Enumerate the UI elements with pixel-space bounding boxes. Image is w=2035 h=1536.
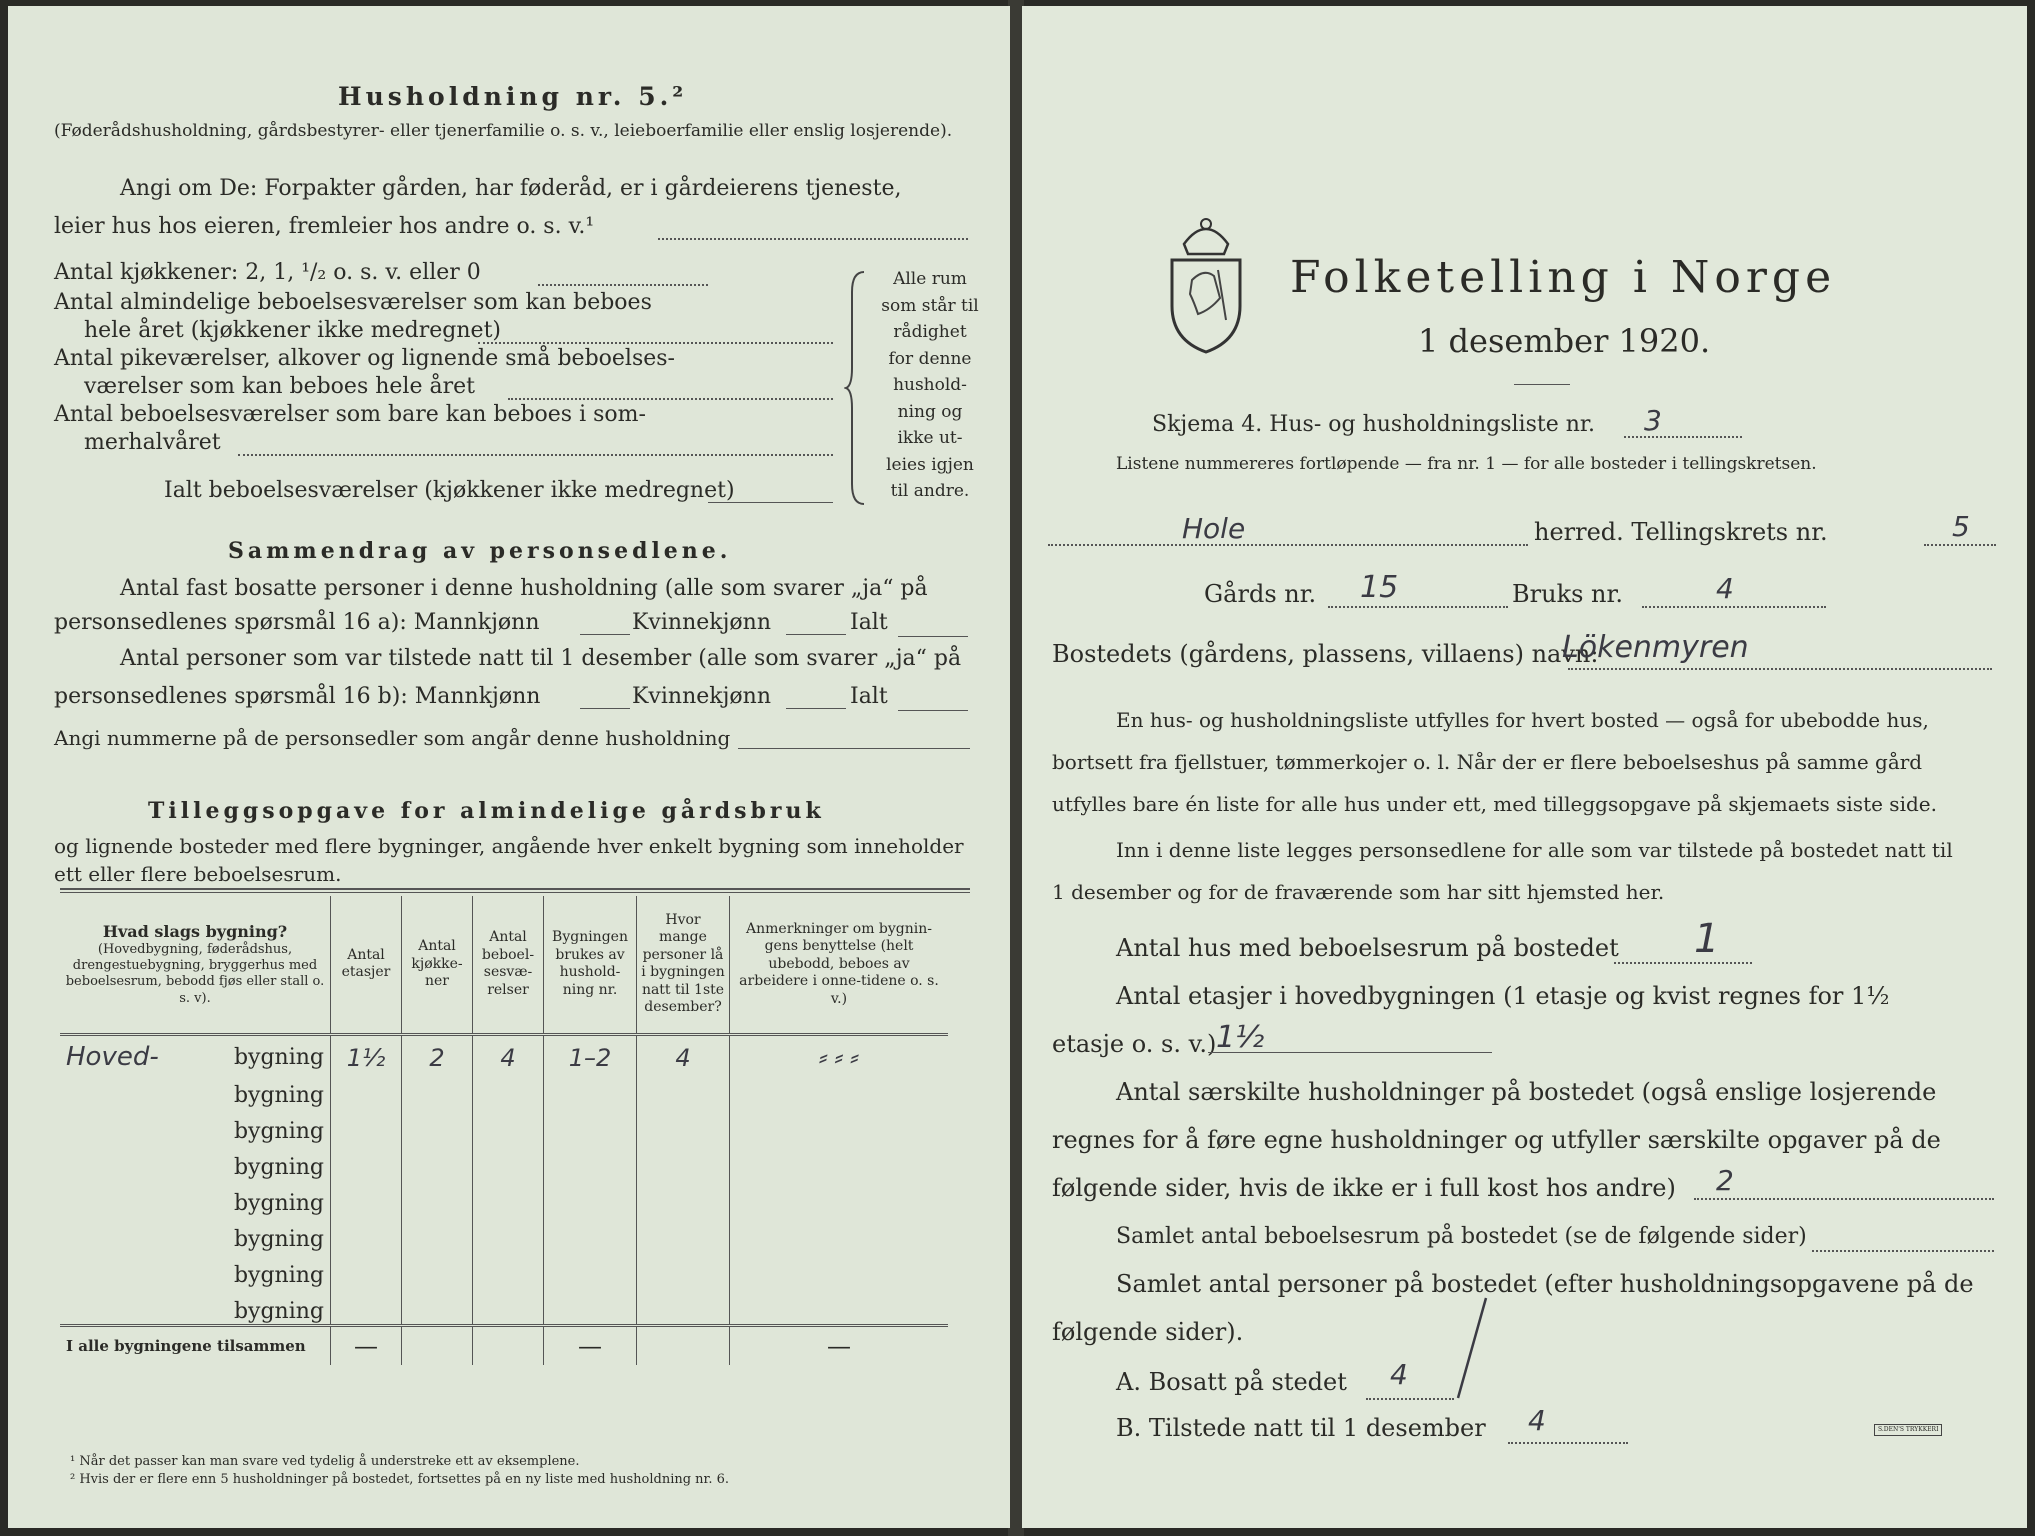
building-anm-cell bbox=[730, 1108, 949, 1144]
building-personer-cell bbox=[637, 1072, 730, 1108]
building-suffix: bygning bbox=[233, 1154, 324, 1180]
bosted-label: Bostedets (gårdens, plassens, villaens) navn: bbox=[1052, 640, 1599, 668]
building-kjokkener-cell bbox=[402, 1288, 473, 1326]
q-forpakter-line2: leier hus hos eieren, fremleier hos andre o. s. v.¹ bbox=[54, 214, 595, 239]
samlet-personer-line1: Samlet antal personer på bostedet (efter husholdningsopgavene på de bbox=[1116, 1270, 1974, 1298]
total-anmerkninger: — bbox=[730, 1325, 949, 1365]
s16b-line1: Antal personer som var tilstede natt til 1 desember (alle som svarer „ja“ på bbox=[120, 646, 962, 671]
samlet-personer-line2: følgende sider). bbox=[1052, 1318, 1244, 1346]
building-suffix: bygning bbox=[233, 1262, 324, 1288]
bosatt-value: 4 bbox=[1390, 1358, 1408, 1391]
building-anm-cell bbox=[730, 1180, 949, 1216]
footnote-2: ² Hvis der er flere enn 5 husholdninger på bostedet, fortsettes på en ny liste med husholdning nr. 6. bbox=[70, 1472, 730, 1487]
tillegg-text-line1: og lignende bosteder med flere bygninger, angående hver enkelt bygning som inneholder bbox=[54, 834, 964, 858]
s16b-ialt-label: Ialt bbox=[850, 684, 888, 709]
skjema-value: 3 bbox=[1644, 404, 1662, 437]
listene-note: Listene nummereres fortløpende — fra nr. 1 — for alle bosteder i tellingskretsen. bbox=[1116, 454, 1817, 474]
building-type-cell bbox=[60, 1252, 331, 1288]
antal-hus-label: Antal hus med beboelsesrum på bostedet bbox=[1116, 934, 1619, 962]
building-type-value: Hoved- bbox=[66, 1041, 159, 1072]
building-hushold-cell bbox=[544, 1144, 637, 1180]
bruks-value: 4 bbox=[1716, 572, 1734, 605]
building-personer-cell bbox=[637, 1252, 730, 1288]
q-kjokkener: Antal kjøkkener: 2, 1, ¹/₂ o. s. v. eller 0 bbox=[54, 260, 481, 285]
col-husholdning: Bygningen brukes av hushold-ning nr. bbox=[544, 896, 637, 1034]
col-beboelsesrum: Antal beboel-sesvæ-relser bbox=[473, 896, 544, 1034]
building-row bbox=[60, 1072, 948, 1108]
building-type-cell bbox=[60, 1144, 331, 1180]
building-personer-cell bbox=[637, 1144, 730, 1180]
building-suffix: bygning bbox=[233, 1082, 324, 1108]
s16b-kvinne-label: Kvinnekjønn bbox=[632, 684, 771, 709]
building-suffix: bygning bbox=[233, 1226, 324, 1252]
building-rum-cell bbox=[473, 1252, 544, 1288]
angi-nummerne: Angi nummerne på de personsedler som angår denne husholdning bbox=[54, 726, 731, 750]
household-note: (Føderådshusholdning, gårdsbestyrer- eller tjenerfamilie o. s. v., leieboerfamilie eller enslig losjerende). bbox=[54, 121, 953, 141]
q-alm-line1: Antal almindelige beboelsesværelser som kan beboes bbox=[54, 290, 652, 315]
gards-value: 15 bbox=[1360, 570, 1399, 605]
brace-note: Alle rum som står til rådighet for denne hushold- ning og ikke ut- leies igjen til andre. bbox=[881, 269, 979, 501]
building-anm-cell bbox=[730, 1252, 949, 1288]
col-etasjer: Antal etasjer bbox=[331, 896, 402, 1034]
coat-of-arms-icon bbox=[1164, 210, 1248, 356]
building-hushold-cell: 1–2 bbox=[544, 1034, 637, 1072]
building-row bbox=[60, 1108, 948, 1144]
s16a-line1: Antal fast bosatte personer i denne husholdning (alle som svarer „ja“ på bbox=[120, 576, 928, 601]
building-type-cell bbox=[60, 1072, 331, 1108]
p1-line3: utfylles bare én liste for alle hus under ett, med tilleggsopgave på skjemaets siste side. bbox=[1052, 792, 1937, 816]
krets-value: 5 bbox=[1952, 510, 1970, 543]
building-rum-cell bbox=[473, 1180, 544, 1216]
building-etasjer-cell bbox=[331, 1144, 402, 1180]
footnote-1: ¹ Når det passer kan man svare ved tydelig å understreke ett av eksemplene. bbox=[70, 1454, 580, 1469]
col-personer: Hvor mange personer lå i bygningen natt til 1ste desember? bbox=[637, 896, 730, 1034]
building-suffix: bygning bbox=[233, 1118, 324, 1144]
building-personer-cell bbox=[637, 1216, 730, 1252]
buildings-table bbox=[60, 896, 948, 1365]
building-suffix: bygning bbox=[233, 1044, 324, 1070]
building-type-cell bbox=[60, 1034, 331, 1072]
herred-value: Hole bbox=[1182, 512, 1246, 545]
bosatt-label: A. Bosatt på stedet bbox=[1116, 1368, 1347, 1396]
building-etasjer-cell bbox=[331, 1288, 402, 1326]
herred-label: herred. Tellingskrets nr. bbox=[1534, 518, 1828, 546]
antal-hus-value: 1 bbox=[1694, 916, 1720, 962]
q-pike-line2: værelser som kan beboes hele året bbox=[84, 374, 475, 399]
q-forpakter-line1: Angi om De: Forpakter gården, har føderåd, er i gårdeierens tjeneste, bbox=[120, 176, 902, 201]
building-kjokkener-cell bbox=[402, 1144, 473, 1180]
building-type-cell bbox=[60, 1108, 331, 1144]
printer-stamp: S.DEN'S TRYKKERI bbox=[1874, 1424, 1942, 1436]
s16a-kvinne-label: Kvinnekjønn bbox=[632, 610, 771, 635]
husholdninger-line1: Antal særskilte husholdninger på bostedet (også enslige losjerende bbox=[1116, 1078, 1937, 1106]
building-rum-cell bbox=[473, 1144, 544, 1180]
building-kjokkener-cell bbox=[402, 1216, 473, 1252]
building-anm-cell bbox=[730, 1144, 949, 1180]
building-hushold-cell bbox=[544, 1072, 637, 1108]
building-suffix: bygning bbox=[233, 1298, 324, 1324]
q-alm-line2: hele året (kjøkkener ikke medregnet) bbox=[84, 318, 501, 343]
building-rum-cell bbox=[473, 1288, 544, 1326]
building-type-cell bbox=[60, 1216, 331, 1252]
building-hushold-cell bbox=[544, 1180, 637, 1216]
tilstede-label: B. Tilstede natt til 1 desember bbox=[1116, 1414, 1486, 1442]
building-rum-cell: 4 bbox=[473, 1034, 544, 1072]
col-anmerkninger: Anmerkninger om bygnin-gens benyttelse (helt ubebodd, beboes av arbeidere i onne-tidene o. s. v.) bbox=[730, 896, 949, 1034]
building-etasjer-cell bbox=[331, 1216, 402, 1252]
building-anm-cell bbox=[730, 1288, 949, 1326]
gards-label: Gårds nr. bbox=[1204, 580, 1317, 608]
right-page bbox=[1022, 6, 2027, 1528]
q-pike-line1: Antal pikeværelser, alkover og lignende små beboelses- bbox=[54, 346, 675, 371]
building-hushold-cell bbox=[544, 1216, 637, 1252]
building-hushold-cell bbox=[544, 1252, 637, 1288]
building-row bbox=[60, 1288, 948, 1326]
building-personer-cell bbox=[637, 1288, 730, 1326]
left-page bbox=[8, 6, 1010, 1528]
building-anm-cell bbox=[730, 1072, 949, 1108]
p2-line1: Inn i denne liste legges personsedlene for alle som var tilstede på bostedet natt til bbox=[1116, 838, 1953, 862]
building-etasjer-cell: 1½ bbox=[331, 1034, 402, 1072]
etasjer-line2: etasje o. s. v.) bbox=[1052, 1030, 1217, 1058]
building-kjokkener-cell bbox=[402, 1180, 473, 1216]
building-suffix: bygning bbox=[233, 1190, 324, 1216]
document-title: Folketelling i Norge bbox=[1290, 252, 1837, 303]
building-row bbox=[60, 1034, 948, 1072]
document-date: 1 desember 1920. bbox=[1418, 322, 1711, 360]
skjema-label: Skjema 4. Hus- og husholdningsliste nr. bbox=[1152, 412, 1595, 437]
building-kjokkener-cell bbox=[402, 1072, 473, 1108]
total-etasjer: — bbox=[331, 1325, 402, 1365]
building-etasjer-cell bbox=[331, 1072, 402, 1108]
household-heading: Husholdning nr. 5.² bbox=[338, 82, 688, 111]
building-row bbox=[60, 1252, 948, 1288]
building-anm-cell: ⸗ ⸗ ⸗ bbox=[730, 1034, 949, 1072]
building-etasjer-cell bbox=[331, 1180, 402, 1216]
q-sommer-line2: merhalvåret bbox=[84, 430, 221, 455]
etasjer-value: 1½ bbox=[1216, 1020, 1265, 1055]
s16a-line2: personsedlenes spørsmål 16 a): Mannkjønn bbox=[54, 610, 540, 635]
building-kjokkener-cell bbox=[402, 1108, 473, 1144]
bosted-value: Lökenmyren bbox=[1562, 630, 1749, 665]
building-hushold-cell bbox=[544, 1288, 637, 1326]
building-personer-cell bbox=[637, 1108, 730, 1144]
building-kjokkener-cell: 2 bbox=[402, 1034, 473, 1072]
bruks-label: Bruks nr. bbox=[1512, 580, 1623, 608]
building-rum-cell bbox=[473, 1108, 544, 1144]
building-anm-cell bbox=[730, 1216, 949, 1252]
s16a-ialt-label: Ialt bbox=[850, 610, 888, 635]
tillegg-title: Tilleggsopgave for almindelige gårdsbruk bbox=[148, 798, 825, 824]
building-row bbox=[60, 1144, 948, 1180]
building-personer-cell: 4 bbox=[637, 1034, 730, 1072]
col-kjokkener: Antal kjøkke-ner bbox=[402, 896, 473, 1034]
p1-line2: bortsett fra fjellstuer, tømmerkojer o. l. Når der er flere beboelseshus på samme gård bbox=[1052, 750, 1923, 774]
s16b-line2: personsedlenes spørsmål 16 b): Mannkjønn bbox=[54, 684, 541, 709]
building-type-cell bbox=[60, 1180, 331, 1216]
tilstede-value: 4 bbox=[1528, 1404, 1546, 1437]
building-kjokkener-cell bbox=[402, 1252, 473, 1288]
building-personer-cell bbox=[637, 1180, 730, 1216]
husholdninger-line3: følgende sider, hvis de ikke er i full kost hos andre) bbox=[1052, 1174, 1676, 1202]
samlet-rum-label: Samlet antal beboelsesrum på bostedet (se de følgende sider) bbox=[1116, 1224, 1807, 1249]
brace-icon bbox=[844, 268, 868, 508]
building-etasjer-cell bbox=[331, 1108, 402, 1144]
total-row-label: I alle bygningene tilsammen bbox=[66, 1336, 306, 1355]
p1-line1: En hus- og husholdningsliste utfylles for hvert bosted — også for ubebodde hus, bbox=[1116, 708, 1929, 732]
q-sommer-line1: Antal beboelsesværelser som bare kan beboes i som- bbox=[54, 402, 646, 427]
etasjer-line1: Antal etasjer i hovedbygningen (1 etasje og kvist regnes for 1½ bbox=[1116, 982, 1890, 1010]
tally-mark bbox=[1452, 1294, 1492, 1404]
building-rum-cell bbox=[473, 1072, 544, 1108]
building-hushold-cell bbox=[544, 1108, 637, 1144]
building-type-cell bbox=[60, 1288, 331, 1326]
summary-title: Sammendrag av personsedlene. bbox=[228, 538, 732, 564]
tillegg-text-line2: ett eller flere beboelsesrum. bbox=[54, 862, 342, 886]
q-ialt: Ialt beboelsesværelser (kjøkkener ikke medregnet) bbox=[164, 478, 735, 503]
col-hvad-slags: Hvad slags bygning? (Hovedbygning, føderådshus, drengestuebygning, bryggerhus med beboelsesrum, bebodd fjøs eller stall o. s. v). bbox=[65, 921, 325, 1006]
building-row bbox=[60, 1216, 948, 1252]
total-husholdning: — bbox=[544, 1325, 637, 1365]
building-rum-cell bbox=[473, 1216, 544, 1252]
building-etasjer-cell bbox=[331, 1252, 402, 1288]
p2-line2: 1 desember og for de fraværende som har sitt hjemsted her. bbox=[1052, 880, 1665, 904]
husholdninger-value: 2 bbox=[1716, 1164, 1734, 1197]
husholdninger-line2: regnes for å føre egne husholdninger og utfyller særskilte opgaver på de bbox=[1052, 1126, 1941, 1154]
building-row bbox=[60, 1180, 948, 1216]
